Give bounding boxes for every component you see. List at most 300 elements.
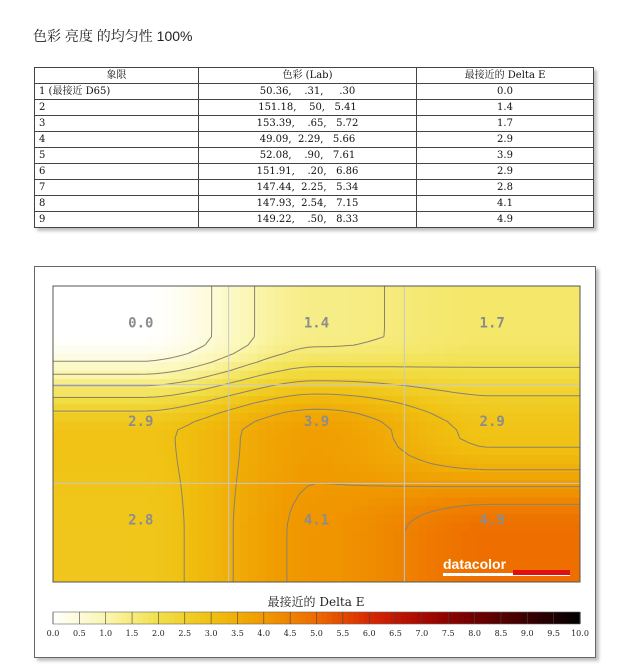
heatmap-cell bbox=[62, 574, 71, 583]
heatmap-cell bbox=[359, 421, 368, 430]
heatmap-cell bbox=[546, 294, 555, 303]
heatmap-cell bbox=[487, 286, 496, 295]
heatmap-cell bbox=[359, 540, 368, 549]
heatmap-cell bbox=[572, 489, 581, 498]
heatmap-cell bbox=[436, 311, 445, 320]
heatmap-cell bbox=[62, 379, 71, 388]
heatmap-cell bbox=[385, 447, 394, 456]
heatmap-cell bbox=[461, 404, 470, 413]
heatmap-cell bbox=[257, 497, 266, 506]
heatmap-cell bbox=[504, 506, 513, 515]
heatmap-cell bbox=[521, 345, 530, 354]
heatmap-cell bbox=[62, 362, 71, 371]
heatmap-cell bbox=[181, 447, 190, 456]
heatmap-cell bbox=[181, 430, 190, 439]
heatmap-cell bbox=[385, 574, 394, 583]
heatmap-cell bbox=[487, 497, 496, 506]
heatmap-cell bbox=[113, 371, 122, 380]
heatmap-cell bbox=[487, 404, 496, 413]
heatmap-cell bbox=[266, 421, 275, 430]
heatmap-cell bbox=[206, 565, 215, 574]
heatmap-cell bbox=[563, 540, 572, 549]
heatmap-cell bbox=[555, 489, 564, 498]
heatmap-cell bbox=[563, 320, 572, 329]
heatmap-cell bbox=[376, 438, 385, 447]
heatmap-cell bbox=[436, 455, 445, 464]
heatmap-cell bbox=[308, 489, 317, 498]
heatmap-cell bbox=[104, 286, 113, 295]
heatmap-cell bbox=[504, 311, 513, 320]
heatmap-cell bbox=[104, 438, 113, 447]
heatmap-cell bbox=[283, 430, 292, 439]
heatmap-cell bbox=[512, 286, 521, 295]
colorbar-segment bbox=[501, 612, 507, 624]
heatmap-cell bbox=[283, 320, 292, 329]
heatmap-cell bbox=[555, 523, 564, 532]
heatmap-cell bbox=[198, 379, 207, 388]
heatmap-cell bbox=[453, 328, 462, 337]
heatmap-cell bbox=[181, 531, 190, 540]
heatmap-cell bbox=[342, 311, 351, 320]
heatmap-cell bbox=[266, 303, 275, 312]
heatmap-cell bbox=[487, 472, 496, 481]
heatmap-cell bbox=[317, 303, 326, 312]
heatmap-cell bbox=[376, 447, 385, 456]
heatmap-cell bbox=[79, 345, 88, 354]
heatmap-cell bbox=[495, 294, 504, 303]
colorbar-segment bbox=[158, 612, 164, 624]
heatmap-cell bbox=[563, 362, 572, 371]
colorbar-segment bbox=[237, 612, 243, 624]
heatmap-cell bbox=[70, 574, 79, 583]
colorbar-segment bbox=[327, 612, 333, 624]
heatmap-cell bbox=[138, 387, 147, 396]
heatmap-cell bbox=[368, 371, 377, 380]
heatmap-cell bbox=[53, 557, 62, 566]
heatmap-cell bbox=[155, 506, 164, 515]
cell-quadrant: 8 bbox=[35, 196, 199, 212]
colorbar-segment bbox=[332, 612, 338, 624]
heatmap-cell bbox=[283, 294, 292, 303]
heatmap-cell bbox=[572, 337, 581, 346]
heatmap-cell bbox=[172, 404, 181, 413]
heatmap-cell bbox=[147, 345, 156, 354]
heatmap-cell bbox=[572, 464, 581, 473]
heatmap-cell bbox=[529, 557, 538, 566]
heatmap-cell bbox=[206, 506, 215, 515]
heatmap-cell bbox=[104, 404, 113, 413]
heatmap-cell bbox=[351, 548, 360, 557]
heatmap-cell bbox=[223, 531, 232, 540]
colorbar-segment bbox=[480, 612, 486, 624]
heatmap-cell bbox=[325, 387, 334, 396]
heatmap-cell bbox=[130, 548, 139, 557]
heatmap-cell bbox=[70, 294, 79, 303]
heatmap-cell bbox=[436, 379, 445, 388]
heatmap-cell bbox=[402, 540, 411, 549]
heatmap-cell bbox=[351, 345, 360, 354]
heatmap-cell bbox=[206, 489, 215, 498]
heatmap-cell bbox=[249, 557, 258, 566]
heatmap-cell bbox=[563, 421, 572, 430]
heatmap-cell bbox=[368, 320, 377, 329]
heatmap-cell bbox=[572, 574, 581, 583]
heatmap-cell bbox=[444, 286, 453, 295]
heatmap-cell bbox=[368, 514, 377, 523]
heatmap-cell bbox=[215, 362, 224, 371]
heatmap-cell bbox=[529, 506, 538, 515]
heatmap-cell bbox=[427, 345, 436, 354]
heatmap-cell bbox=[291, 413, 300, 422]
heatmap-cell bbox=[181, 455, 190, 464]
heatmap-cell bbox=[325, 531, 334, 540]
heatmap-cell bbox=[291, 481, 300, 490]
heatmap-cell bbox=[215, 294, 224, 303]
colorbar-segment bbox=[106, 612, 112, 624]
heatmap-cell bbox=[96, 371, 105, 380]
heatmap-cell bbox=[232, 303, 241, 312]
heatmap-cell bbox=[504, 303, 513, 312]
heatmap-cell bbox=[53, 455, 62, 464]
heatmap-cell bbox=[453, 286, 462, 295]
heatmap-cell bbox=[427, 430, 436, 439]
heatmap-cell bbox=[181, 320, 190, 329]
heatmap-cell bbox=[376, 354, 385, 363]
heatmap-cell bbox=[572, 387, 581, 396]
heatmap-cell bbox=[223, 514, 232, 523]
heatmap-cell bbox=[427, 311, 436, 320]
heatmap-cell bbox=[521, 540, 530, 549]
heatmap-cell bbox=[427, 548, 436, 557]
heatmap-cell bbox=[563, 286, 572, 295]
heatmap-cell bbox=[376, 481, 385, 490]
heatmap-cell bbox=[206, 404, 215, 413]
heatmap-cell bbox=[291, 320, 300, 329]
heatmap-cell bbox=[113, 557, 122, 566]
heatmap-cell bbox=[402, 387, 411, 396]
heatmap-cell bbox=[351, 489, 360, 498]
heatmap-cell bbox=[504, 481, 513, 490]
heatmap-cell bbox=[402, 574, 411, 583]
heatmap-cell bbox=[521, 320, 530, 329]
heatmap-cell bbox=[334, 472, 343, 481]
heatmap-cell bbox=[393, 455, 402, 464]
heatmap-cell bbox=[376, 294, 385, 303]
heatmap-cell bbox=[240, 413, 249, 422]
table-row bbox=[35, 148, 594, 164]
heatmap-cell bbox=[546, 438, 555, 447]
heatmap-cell bbox=[572, 404, 581, 413]
heatmap-cell bbox=[572, 548, 581, 557]
heatmap-cell bbox=[96, 464, 105, 473]
heatmap-cell bbox=[138, 497, 147, 506]
heatmap-cell bbox=[512, 371, 521, 380]
cell-quadrant: 4 bbox=[35, 132, 199, 148]
colorbar-segment bbox=[253, 612, 259, 624]
heatmap-cell bbox=[291, 294, 300, 303]
heatmap-cell bbox=[266, 531, 275, 540]
heatmap-cell bbox=[419, 540, 428, 549]
heatmap-cell bbox=[478, 531, 487, 540]
heatmap-cell bbox=[325, 354, 334, 363]
heatmap-cell bbox=[79, 430, 88, 439]
heatmap-cell bbox=[266, 497, 275, 506]
heatmap-cell bbox=[104, 548, 113, 557]
heatmap-cell bbox=[155, 387, 164, 396]
heatmap-cell bbox=[215, 430, 224, 439]
colorbar-segment bbox=[533, 612, 539, 624]
heatmap-cell bbox=[521, 379, 530, 388]
heatmap-cell bbox=[147, 362, 156, 371]
heatmap-cell bbox=[351, 328, 360, 337]
heatmap-cell bbox=[334, 311, 343, 320]
heatmap-cell bbox=[79, 337, 88, 346]
heatmap-cell bbox=[70, 371, 79, 380]
heatmap-cell bbox=[70, 481, 79, 490]
heatmap-cell bbox=[436, 404, 445, 413]
heatmap-cell bbox=[342, 337, 351, 346]
heatmap-cell bbox=[274, 506, 283, 515]
heatmap-cell bbox=[563, 523, 572, 532]
heatmap-cell bbox=[198, 303, 207, 312]
heatmap-cell bbox=[410, 430, 419, 439]
heatmap-cell bbox=[155, 354, 164, 363]
heatmap-cell bbox=[138, 472, 147, 481]
heatmap-cell bbox=[453, 497, 462, 506]
heatmap-cell bbox=[240, 481, 249, 490]
heatmap-cell bbox=[410, 464, 419, 473]
heatmap-cell bbox=[257, 362, 266, 371]
heatmap-cell bbox=[351, 371, 360, 380]
heatmap-cell bbox=[189, 303, 198, 312]
colorbar-segment bbox=[211, 612, 217, 624]
heatmap-cell bbox=[444, 404, 453, 413]
heatmap-cell bbox=[521, 328, 530, 337]
heatmap-cell bbox=[359, 354, 368, 363]
heatmap-cell bbox=[351, 311, 360, 320]
heatmap-cell bbox=[470, 396, 479, 405]
heatmap-cell bbox=[164, 345, 173, 354]
heatmap-cell bbox=[461, 337, 470, 346]
heatmap-cell bbox=[198, 396, 207, 405]
heatmap-cell bbox=[461, 430, 470, 439]
heatmap-cell bbox=[300, 337, 309, 346]
heatmap-cell bbox=[334, 447, 343, 456]
heatmap-cell bbox=[521, 387, 530, 396]
heatmap-cell bbox=[385, 548, 394, 557]
heatmap-cell bbox=[487, 540, 496, 549]
heatmap-cell bbox=[206, 514, 215, 523]
heatmap-cell bbox=[351, 286, 360, 295]
colorbar-segment bbox=[169, 612, 175, 624]
heatmap-cell bbox=[521, 514, 530, 523]
heatmap-cell bbox=[87, 506, 96, 515]
colorbar-segment bbox=[396, 612, 402, 624]
heatmap-cell bbox=[461, 379, 470, 388]
heatmap-cell bbox=[283, 438, 292, 447]
heatmap-cell bbox=[563, 497, 572, 506]
heatmap-cell bbox=[291, 286, 300, 295]
heatmap-cell bbox=[317, 294, 326, 303]
heatmap-cell bbox=[334, 320, 343, 329]
heatmap-cell bbox=[172, 413, 181, 422]
heatmap-cell bbox=[504, 464, 513, 473]
heatmap-cell bbox=[70, 531, 79, 540]
heatmap-cell bbox=[385, 328, 394, 337]
heatmap-cell bbox=[351, 354, 360, 363]
heatmap-cell bbox=[402, 379, 411, 388]
heatmap-cell bbox=[266, 286, 275, 295]
table-row bbox=[35, 132, 594, 148]
heatmap-cell bbox=[461, 540, 470, 549]
heatmap-cell bbox=[70, 447, 79, 456]
heatmap-cell bbox=[495, 455, 504, 464]
heatmap-cell bbox=[155, 421, 164, 430]
heatmap-cell bbox=[274, 421, 283, 430]
colorbar-segment bbox=[174, 612, 180, 624]
heatmap-cell bbox=[317, 387, 326, 396]
heatmap-cell bbox=[300, 565, 309, 574]
heatmap-cell bbox=[113, 413, 122, 422]
heatmap-cell bbox=[181, 540, 190, 549]
heatmap-cell bbox=[385, 387, 394, 396]
heatmap-cell bbox=[317, 430, 326, 439]
heatmap-cell bbox=[138, 540, 147, 549]
heatmap-cell bbox=[470, 345, 479, 354]
heatmap-cell bbox=[487, 396, 496, 405]
heatmap-cell bbox=[283, 371, 292, 380]
heatmap-cell bbox=[563, 548, 572, 557]
heatmap-cell bbox=[521, 396, 530, 405]
colorbar-segment bbox=[464, 612, 470, 624]
colorbar-segment bbox=[459, 612, 465, 624]
heatmap-cell bbox=[130, 438, 139, 447]
heatmap-cell bbox=[164, 574, 173, 583]
heatmap-cell bbox=[96, 472, 105, 481]
heatmap-cell bbox=[444, 540, 453, 549]
heatmap-cell bbox=[538, 447, 547, 456]
heatmap-cell bbox=[444, 303, 453, 312]
cell-value-label: 2.8 bbox=[128, 512, 154, 529]
colorbar-segment bbox=[137, 612, 143, 624]
heatmap-cell bbox=[164, 540, 173, 549]
heatmap-cell bbox=[444, 514, 453, 523]
heatmap-cell bbox=[206, 286, 215, 295]
heatmap-cell bbox=[470, 354, 479, 363]
heatmap-cell bbox=[172, 396, 181, 405]
heatmap-cell bbox=[563, 514, 572, 523]
heatmap-cell bbox=[121, 337, 130, 346]
heatmap-cell bbox=[62, 387, 71, 396]
heatmap-cell bbox=[155, 303, 164, 312]
heatmap-cell bbox=[546, 311, 555, 320]
heatmap-cell bbox=[87, 464, 96, 473]
heatmap-cell bbox=[359, 286, 368, 295]
heatmap-cell bbox=[393, 472, 402, 481]
heatmap-cell bbox=[240, 447, 249, 456]
heatmap-cell bbox=[444, 489, 453, 498]
colorbar-tick-label: 1.0 bbox=[99, 629, 113, 638]
heatmap-cell bbox=[504, 286, 513, 295]
heatmap-cell bbox=[487, 489, 496, 498]
colorbar-segment bbox=[90, 612, 96, 624]
heatmap-cell bbox=[96, 438, 105, 447]
heatmap-cell bbox=[563, 303, 572, 312]
heatmap-cell bbox=[504, 472, 513, 481]
heatmap-cell bbox=[444, 337, 453, 346]
heatmap-cell bbox=[368, 497, 377, 506]
heatmap-cell bbox=[215, 472, 224, 481]
heatmap-cell bbox=[504, 421, 513, 430]
heatmap-cell bbox=[555, 472, 564, 481]
heatmap-cell bbox=[53, 472, 62, 481]
heatmap-cell bbox=[300, 557, 309, 566]
heatmap-cell bbox=[393, 489, 402, 498]
heatmap-cell bbox=[70, 387, 79, 396]
heatmap-cell bbox=[172, 565, 181, 574]
heatmap-cell bbox=[521, 371, 530, 380]
heatmap-cell bbox=[419, 286, 428, 295]
heatmap-cell bbox=[427, 371, 436, 380]
heatmap-cell bbox=[393, 540, 402, 549]
heatmap-cell bbox=[121, 404, 130, 413]
heatmap-cell bbox=[155, 481, 164, 490]
heatmap-cell bbox=[308, 557, 317, 566]
heatmap-cell bbox=[130, 472, 139, 481]
heatmap-cell bbox=[385, 481, 394, 490]
heatmap-cell bbox=[266, 557, 275, 566]
heatmap-cell bbox=[70, 286, 79, 295]
heatmap-chart bbox=[35, 267, 595, 657]
heatmap-cell bbox=[444, 447, 453, 456]
colorbar-tick-label: 3.5 bbox=[231, 629, 244, 638]
heatmap-cell bbox=[402, 489, 411, 498]
heatmap-cell bbox=[368, 294, 377, 303]
heatmap-cell bbox=[555, 413, 564, 422]
heatmap-cell bbox=[351, 565, 360, 574]
heatmap-cell bbox=[266, 514, 275, 523]
heatmap-cell bbox=[138, 438, 147, 447]
heatmap-cell bbox=[138, 557, 147, 566]
heatmap-cell bbox=[393, 387, 402, 396]
heatmap-cell bbox=[164, 320, 173, 329]
heatmap-cell bbox=[385, 489, 394, 498]
heatmap-cell bbox=[172, 328, 181, 337]
heatmap-cell bbox=[181, 387, 190, 396]
heatmap-cell bbox=[419, 548, 428, 557]
heatmap-cell bbox=[529, 379, 538, 388]
heatmap-cell bbox=[96, 404, 105, 413]
heatmap-cell bbox=[427, 421, 436, 430]
heatmap-cell bbox=[385, 472, 394, 481]
heatmap-cell bbox=[495, 387, 504, 396]
heatmap-cell bbox=[563, 379, 572, 388]
heatmap-cell bbox=[572, 421, 581, 430]
heatmap-cell bbox=[504, 387, 513, 396]
heatmap-cell bbox=[368, 328, 377, 337]
heatmap-cell bbox=[96, 328, 105, 337]
heatmap-cell bbox=[495, 404, 504, 413]
heatmap-cell bbox=[317, 447, 326, 456]
heatmap-cell bbox=[546, 523, 555, 532]
colorbar-segment bbox=[248, 612, 254, 624]
heatmap-cell bbox=[342, 565, 351, 574]
heatmap-cell bbox=[334, 531, 343, 540]
heatmap-cell bbox=[240, 557, 249, 566]
heatmap-cell bbox=[121, 430, 130, 439]
heatmap-cell bbox=[317, 574, 326, 583]
heatmap-cell bbox=[342, 413, 351, 422]
